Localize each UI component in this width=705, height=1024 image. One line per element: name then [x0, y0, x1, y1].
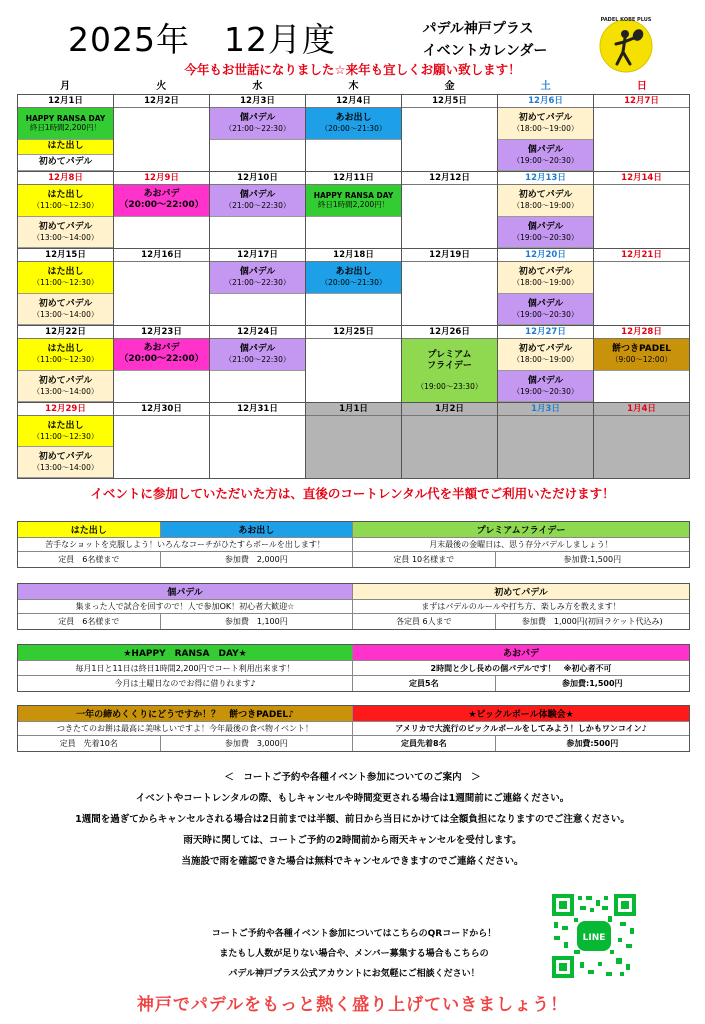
- event-time: （20:00～21:30）: [320, 124, 387, 134]
- info-t3-right-capacity: 定員5名: [353, 676, 496, 691]
- event-time: （18:00～19:00）: [512, 355, 579, 365]
- day-number: 12月8日: [18, 172, 113, 185]
- info-t3-left-desc1: 毎月1日と11日は終日1時間2,200円でコート利用出来ます！: [18, 661, 353, 675]
- day-number: 12月15日: [18, 249, 113, 262]
- calendar-day: [114, 403, 210, 479]
- event-time: （19:00～20:30）: [512, 309, 579, 319]
- event-time: （18:00～19:00）: [512, 201, 579, 211]
- event-title: あおパデ: [143, 189, 180, 200]
- info-t4-right-capacity: 定員先着8名: [353, 736, 496, 751]
- booking-guide: [0, 773, 705, 878]
- day-number: 12月30日: [114, 403, 209, 416]
- day-number: 12月26日: [402, 326, 497, 339]
- calendar-day: [18, 403, 114, 479]
- calendar-day: [306, 172, 402, 249]
- closing-message: 神戸でパデルをもっと熱く盛り上げていきましょう！: [136, 995, 569, 1015]
- weekday-sun: 日: [636, 81, 647, 92]
- calendar-event: [18, 185, 113, 217]
- calendar-day: [594, 249, 690, 326]
- info-t2-right-desc: まずはパデルのルールや打ち方、楽しみ方を教えます！: [421, 602, 621, 611]
- event-title: 初めてパデル: [518, 344, 573, 355]
- calendar-day: [210, 172, 306, 249]
- calendar-event: [498, 185, 593, 217]
- calendar-week: [18, 403, 690, 479]
- calendar-event: [306, 262, 401, 294]
- event-time: （18:00～19:00）: [512, 278, 579, 288]
- event-title: 初めてパデル: [38, 452, 93, 463]
- event-title: 個パデル: [239, 344, 276, 355]
- line-qr-code[interactable]: [550, 892, 638, 980]
- calendar-event: [498, 371, 593, 403]
- event-title: あおパデ: [143, 343, 180, 354]
- page-title: 2025年 12月度: [68, 20, 336, 59]
- calendar-event: [210, 185, 305, 217]
- event-title: 初めてパデル: [38, 156, 93, 167]
- event-time: （18:00～19:00）: [512, 124, 579, 134]
- info-ao-title: あお出し: [161, 522, 353, 537]
- calendar-day: [498, 172, 594, 249]
- calendar-event: [498, 140, 593, 172]
- weekday-fri: 金: [444, 81, 455, 92]
- calendar-day: [402, 403, 498, 479]
- day-number: 12月1日: [18, 95, 113, 108]
- day-number: 12月4日: [306, 95, 401, 108]
- info-t4-right-fee: 参加費:500円: [566, 739, 619, 748]
- discount-notice: イベントに参加していただいた方は、直後のコートレンタル代を半額でご利用いただけます！: [90, 486, 615, 501]
- info-table-3: [17, 644, 690, 692]
- day-number: 1月1日: [306, 403, 401, 416]
- event-time: （11:00～12:30）: [32, 201, 99, 211]
- event-time: （13:00～14:00）: [32, 462, 99, 472]
- calendar-event: [114, 185, 209, 217]
- day-number: 12月16日: [114, 249, 209, 262]
- day-number: 12月28日: [594, 326, 689, 339]
- event-title: 初めてパデル: [518, 267, 573, 278]
- day-number: 12月7日: [594, 95, 689, 108]
- day-number: 12月6日: [498, 95, 593, 108]
- event-time: （21:00～22:30）: [224, 355, 291, 365]
- guide-line1: イベントやコートレンタルの際、もしキャンセルや時間変更される場合は1週間前にご連絡ください。: [135, 793, 570, 804]
- calendar-grid: [17, 94, 690, 479]
- event-time: 終日1時間2,200円！: [317, 200, 390, 210]
- event-title: 個パデル: [527, 298, 564, 309]
- footer-line2: またもし人数が足りない場合や、メンバー募集する場合もこちらの: [219, 949, 489, 959]
- weekday-thu: 木: [348, 81, 359, 92]
- calendar-event: [18, 155, 113, 171]
- event-title: あお出し: [335, 113, 372, 124]
- event-title: プレミアム フライデー: [427, 350, 472, 371]
- event-title: はた出し: [47, 267, 84, 278]
- calendar-day: [114, 172, 210, 249]
- day-number: 12月18日: [306, 249, 401, 262]
- calendar-event: [594, 339, 689, 371]
- event-title: HAPPY RANSA DAY: [25, 114, 106, 124]
- guide-line2: 1週間を過ぎてからキャンセルされる場合は2日前までは半額、前日から当日にかけては全額負担になりますのでご注意ください。: [75, 814, 630, 825]
- info-t1-right-fee: 参加費:1,500円: [563, 555, 622, 564]
- day-number: 12月31日: [210, 403, 305, 416]
- event-time: （13:00～14:00）: [32, 386, 99, 396]
- event-time: （11:00～12:30）: [32, 431, 99, 441]
- day-number: 12月24日: [210, 326, 305, 339]
- calendar-day: [498, 403, 594, 479]
- info-t1-left-capacity: 定員 6名様まで: [18, 552, 161, 567]
- calendar-day: [594, 403, 690, 479]
- calendar-day: [306, 403, 402, 479]
- event-time: （11:00～12:30）: [32, 278, 99, 288]
- day-number: 12月13日: [498, 172, 593, 185]
- day-number: 12月23日: [114, 326, 209, 339]
- event-title: はた出し: [47, 421, 84, 432]
- day-number: 12月19日: [402, 249, 497, 262]
- day-number: 12月9日: [114, 172, 209, 185]
- calendar-event: [498, 108, 593, 140]
- info-t2-left-fee: 参加費 1,100円: [161, 614, 353, 629]
- calendar-event: [498, 339, 593, 371]
- event-time: （21:00～22:30）: [224, 278, 291, 288]
- calendar-event: [210, 339, 305, 371]
- calendar-week: [18, 249, 690, 326]
- calendar-event: [114, 339, 209, 371]
- day-number: 12月2日: [114, 95, 209, 108]
- info-t4-right-desc: アメリカで大流行のピックルボールをしてみよう！しかもワンコイン♪: [395, 724, 647, 733]
- calendar-event: [18, 108, 113, 140]
- calendar-event: [402, 339, 497, 402]
- info-pickle-title: ★ピックルボール体験会★: [353, 706, 689, 721]
- calendar-day: [594, 95, 690, 172]
- calendar-day: [306, 95, 402, 172]
- event-title: 個パデル: [527, 144, 564, 155]
- calendar-day: [594, 326, 690, 403]
- info-t2-right-fee: 参加費 1,000円(初回ラケット代込み): [521, 617, 663, 626]
- calendar-day: [594, 172, 690, 249]
- event-title: 個パデル: [239, 267, 276, 278]
- calendar-day: [498, 249, 594, 326]
- info-t1-left-desc: 苦手なショットを克服しよう！いろんなコーチがひたすらボールを出します！: [18, 538, 353, 551]
- info-t3-right-desc: 2時間と少し長めの個パデルです！ ※初心者不可: [430, 663, 612, 673]
- logo-text: PADEL KOBE PLUS: [600, 17, 652, 23]
- event-title: 個パデル: [239, 190, 276, 201]
- weekday-wed: 水: [252, 81, 263, 92]
- info-ko-title: 個パデル: [18, 584, 353, 599]
- day-number: 12月25日: [306, 326, 401, 339]
- calendar-day: [210, 249, 306, 326]
- calendar-day: [402, 95, 498, 172]
- event-time: （13:00～14:00）: [32, 232, 99, 242]
- event-time: （19:00～20:30）: [512, 232, 579, 242]
- info-t2-left-desc: 集まった人で試合を回すので！人で参加OK！初心者大歓迎☆: [18, 600, 353, 613]
- day-number: 12月3日: [210, 95, 305, 108]
- calendar-day: [114, 95, 210, 172]
- calendar-day: [402, 326, 498, 403]
- info-aopade-title: あおパデ: [353, 645, 689, 660]
- info-t4-left-capacity: 定員 先着10名: [18, 736, 161, 751]
- day-number: 12月5日: [402, 95, 497, 108]
- day-number: 1月3日: [498, 403, 593, 416]
- info-hajimete-title: 初めてパデル: [353, 584, 689, 599]
- calendar-event: [18, 262, 113, 294]
- event-time: （21:00～22:30）: [224, 124, 291, 134]
- event-time: （9:00～12:00）: [611, 355, 672, 365]
- calendar-day: [402, 172, 498, 249]
- info-t1-right-desc: 月末最後の金曜日は、思う存分パデルしましょう！: [429, 540, 613, 549]
- calendar-event: [18, 140, 113, 156]
- day-number: 12月14日: [594, 172, 689, 185]
- day-number: 12月20日: [498, 249, 593, 262]
- info-t1-right-capacity: 定員 10名様まで: [353, 552, 496, 567]
- info-t2-right-capacity: 各定員 6人まで: [353, 614, 496, 629]
- info-happy-title: ★HAPPY RANSA DAY★: [18, 645, 353, 660]
- calendar-day: [306, 326, 402, 403]
- event-title: はた出し: [47, 141, 84, 152]
- guide-line4: 当施設で雨を確認できた場合は無料でキャンセルできますのでご連絡ください。: [181, 856, 524, 867]
- event-title: 個パデル: [527, 221, 564, 232]
- day-number: 12月10日: [210, 172, 305, 185]
- event-time: （19:00～20:30）: [512, 155, 579, 165]
- event-title: 初めてパデル: [518, 190, 573, 201]
- day-number: 12月21日: [594, 249, 689, 262]
- event-title: はた出し: [47, 344, 84, 355]
- weekday-header: [17, 79, 690, 94]
- event-time: （20:00～22:00）: [119, 200, 204, 211]
- weekday-mon: 月: [60, 81, 71, 92]
- calendar-event: [210, 108, 305, 140]
- subtitle-line2: イベントカレンダー: [422, 43, 548, 59]
- calendar-event: [18, 371, 113, 403]
- event-title: 餅つきPADEL: [611, 344, 672, 355]
- event-title: HAPPY RANSA DAY: [313, 191, 394, 201]
- info-t4-left-fee: 参加費 3,000円: [161, 736, 353, 751]
- event-title: 初めてパデル: [518, 113, 573, 124]
- event-title: はた出し: [47, 190, 84, 201]
- calendar-day: [18, 326, 114, 403]
- info-hata-title: はた出し: [18, 522, 161, 537]
- day-number: 12月22日: [18, 326, 113, 339]
- info-t1-left-fee: 参加費 2,000円: [161, 552, 353, 567]
- event-title: 初めてパデル: [38, 375, 93, 386]
- calendar-event: [210, 262, 305, 294]
- day-number: 12月12日: [402, 172, 497, 185]
- footer-line1: コートご予約や各種イベント参加についてはこちらのQRコードから！: [211, 929, 497, 939]
- calendar-event: [18, 447, 113, 478]
- info-t3-right-fee: 参加費:1,500円: [562, 679, 623, 688]
- calendar-event: [18, 416, 113, 447]
- calendar-day: [498, 326, 594, 403]
- info-t4-left-desc: つきたてのお餅は最高に美味しいですよ！今年最後の食べ物イベント！: [18, 722, 353, 735]
- calendar-event: [306, 185, 401, 217]
- calendar-day: [18, 249, 114, 326]
- calendar-week: [18, 326, 690, 403]
- calendar-event: [498, 294, 593, 326]
- info-table-4: [17, 705, 690, 752]
- calendar-event: [306, 108, 401, 140]
- header-message: 今年もお世話になりました☆来年も宜しくお願い致します！: [184, 62, 521, 77]
- calendar-event: [18, 217, 113, 249]
- calendar-day: [114, 326, 210, 403]
- info-premium-title: プレミアムフライデー: [353, 522, 689, 537]
- footer-line3: パデル神戸プラス公式アカウントにお気軽にご相談ください！: [228, 969, 480, 979]
- calendar-day: [402, 249, 498, 326]
- info-mochi-title: 一年の締めくくりにどうですか！？ 餅つきPADEL♪: [18, 706, 353, 721]
- qr-line-label: LINE: [582, 933, 606, 943]
- weekday-tue: 火: [156, 81, 167, 92]
- day-number: 1月4日: [594, 403, 689, 416]
- event-time: （21:00～22:30）: [224, 201, 291, 211]
- calendar-day: [18, 172, 114, 249]
- calendar-day: [18, 95, 114, 172]
- info-t3-left-desc2: 今月は土曜日なのでお得に借りれます♪: [18, 676, 353, 691]
- guide-line3: 雨天時に関しては、コートご予約の2時間前から雨天キャンセルを受付します。: [183, 835, 522, 846]
- calendar-event: [498, 262, 593, 294]
- info-t2-left-capacity: 定員 6名様まで: [18, 614, 161, 629]
- day-number: 12月27日: [498, 326, 593, 339]
- day-number: 1月2日: [402, 403, 497, 416]
- event-title: 初めてパデル: [38, 298, 93, 309]
- calendar-day: [210, 95, 306, 172]
- calendar-day: [498, 95, 594, 172]
- weekday-sat: 土: [540, 81, 551, 92]
- event-title: 個パデル: [527, 375, 564, 386]
- event-time: （19:00～23:30）: [416, 381, 483, 391]
- footer-text: [156, 924, 552, 984]
- header-subtitle: [408, 18, 548, 62]
- event-time: （20:00～21:30）: [320, 278, 387, 288]
- event-calendar: [17, 79, 690, 479]
- event-title: 個パデル: [239, 113, 276, 124]
- event-time: 終日1時間2,200円！: [29, 123, 102, 133]
- info-table-2: [17, 583, 690, 630]
- event-time: （19:00～20:30）: [512, 386, 579, 396]
- day-number: 12月29日: [18, 403, 113, 416]
- calendar-day: [210, 403, 306, 479]
- calendar-week: [18, 95, 690, 172]
- guide-title: ＜ コートご予約や各種イベント参加についてのご案内 ＞: [224, 772, 481, 783]
- calendar-day: [306, 249, 402, 326]
- calendar-event: [18, 294, 113, 326]
- calendar-event: [18, 339, 113, 371]
- event-time: （20:00～22:00）: [119, 354, 204, 365]
- subtitle-line1: パデル神戸プラス: [422, 21, 534, 37]
- calendar-day: [210, 326, 306, 403]
- event-time: （11:00～12:30）: [32, 355, 99, 365]
- info-table-1: [17, 521, 690, 568]
- day-number: 12月11日: [306, 172, 401, 185]
- calendar-week: [18, 172, 690, 249]
- event-title: あお出し: [335, 267, 372, 278]
- day-number: 12月17日: [210, 249, 305, 262]
- event-title: 初めてパデル: [38, 221, 93, 232]
- event-time: （13:00～14:00）: [32, 309, 99, 319]
- calendar-event: [498, 217, 593, 249]
- calendar-day: [114, 249, 210, 326]
